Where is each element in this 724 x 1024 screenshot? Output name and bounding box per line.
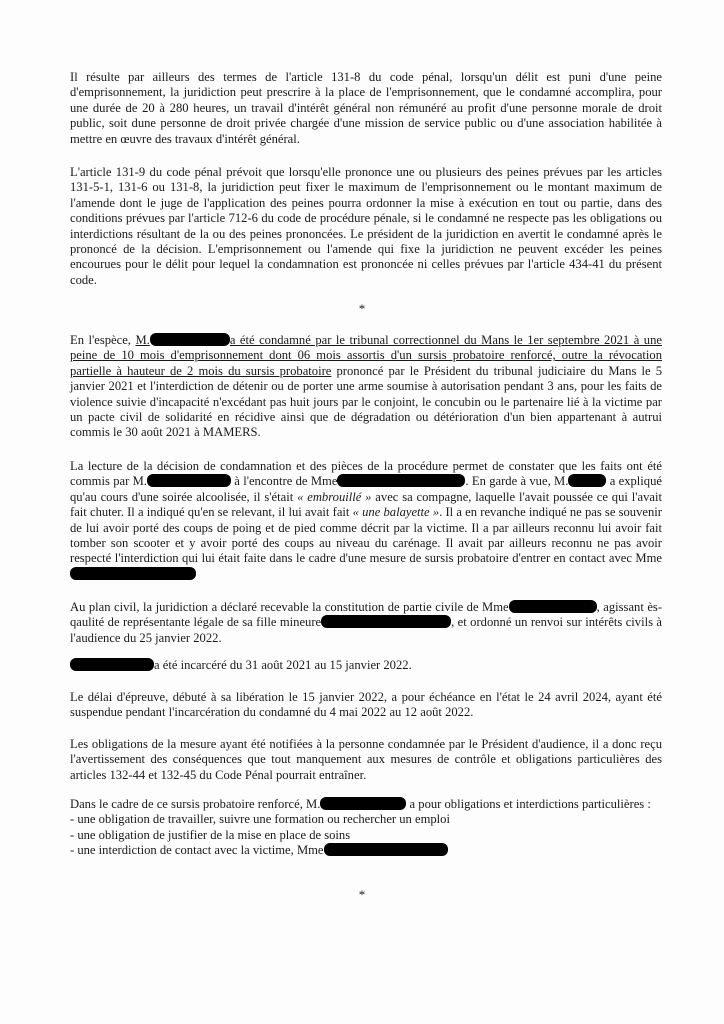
case-rest: prononcé par le Président du tribunal judiciaire du Mans le 5 janvier 2021 et l'interdiction de détenir ou de porter une arme soumise à autorisation pendant 3 ans, pour les faits de violence suivie d'incapacité n'excédant pas huit jours par le conjoint, le concubin ou le partenaire lié à la victime par un pacte civil de solidarité en récidive ainsi que de dégradation ou détérioration d'un bien appartenant à autrui commis le 30 août 2021 à MAMERS. <box>70 363 662 440</box>
redaction-block <box>70 567 196 580</box>
paragraph-case-facts <box>70 333 662 441</box>
case-conviction-underlined: a été condamné par le tribunal correctionnel du Mans le 1er septembre 2021 à une peine de 10 mois d'emprisonnement dont 06 mois assortis d'un sursis probatoire renforcé, outre la révocation partielle à hauteur de 2 mois du sursis probatoire <box>70 333 662 378</box>
redaction-block <box>324 843 448 856</box>
civil-text-a: Au plan civil, la juridiction a déclaré recevable la constitution de partie civile de Mme <box>70 600 509 614</box>
paragraph-incarceration <box>70 658 662 673</box>
redaction-block <box>147 474 231 487</box>
separator-asterisk: * <box>358 301 366 316</box>
incarceration-text: a été incarcéré du 31 août 2021 au 15 janvier 2022. <box>154 658 412 672</box>
redaction-block <box>337 474 465 487</box>
paragraph-decision-reading <box>70 459 662 582</box>
paragraph-probation-period: Le délai d'épreuve, débuté à sa libération le 15 janvier 2022, a pour échéance en l'état le 24 avril 2024, ayant été suspendue pendant l'incarcération du condamné du 4 mai 2022 au 12 août 2022. <box>70 690 662 720</box>
decision-text-a: La lecture de la décision de condamnation et des pièces de la procédure permet de constater que les faits ont été commis par M. <box>70 459 662 489</box>
paragraph-civil-plan <box>70 600 662 646</box>
paragraph-obligations-list <box>70 797 662 859</box>
redaction-block <box>509 600 597 613</box>
redaction-block <box>321 615 451 628</box>
paragraph-article-131-9: L'article 131-9 du code pénal prévoit que lorsqu'elle prononce une ou plusieurs des peines prévues par les articles 131-5-1, 131-6 ou 131-8, la juridiction peut fixer le maximum de l'emprisonnement ou le montant maximum de l'amende dont le juge de l'application des peines pourra ordonner la mise à exécution en tout ou partie, dans des conditions prévues par l'article 712-6 du code de procédure pénale, si le condamné ne respecte pas les obligations ou interdictions résultant de la ou des peines prononcées. Le président de la juridiction en avertit le condamné après le prononcé de la décision. L'emprisonnement ou l'amende qui fixe la juridiction ne peuvent excéder les peines encourues pour le délit pour lequel la condamnation est prononcée ni celles prévues par l'article 434-41 du présent code. <box>70 165 662 287</box>
decision-text-d: a expliqué qu'au cours d'une soirée alcoolisée, il s'était <box>70 474 662 504</box>
decision-text-h: . Il a en revanche indiqué ne pas se souvenir de lui avoir porté des coups de poing et de pied comme décrit par la victime. Il a par ailleurs reconnu lui avoir fait tomber son scooter et y avoir porté des coups au niveau du carénage. Il avait par ailleurs reconnu ne pas avoir respecté l'interdiction qui lui était faite dans le cadre d'une mesure de sursis probatoire d'entrer en contact avec Mme <box>70 505 662 566</box>
quote-embrouille: « embrouillé » <box>297 489 372 504</box>
quote-balayette: « une balayette » <box>352 505 440 520</box>
civil-text-b: , agissant ès-qaulité de représentante légale de sa fille mineure <box>70 600 663 630</box>
redaction-block <box>320 797 406 810</box>
redaction-block <box>150 333 230 346</box>
paragraph-obligations-notified: Les obligations de la mesure ayant été notifiées à la personne condamnée par le Président d'audience, il a donc reçu l'avertissement des conséquences que tout manquement aux mesures de contrôle et obligations particulières des articles 132-44 et 132-45 du Code Pénal pourrait entraîner. <box>70 737 662 782</box>
case-lead: En l'espèce, <box>70 333 136 347</box>
list-item: - une interdiction de contact avec la victime, Mme <box>70 843 662 858</box>
obligations-intro-a: Dans le cadre de ce sursis probatoire renforcé, M. <box>70 797 321 811</box>
list-item: - une obligation de justifier de la mise en place de soins <box>70 827 351 842</box>
decision-text-b: à l'encontre de Mme <box>234 474 338 489</box>
redaction-block <box>568 474 606 487</box>
redaction-block <box>70 658 154 671</box>
separator-asterisk: * <box>358 887 366 902</box>
list-item: - une obligation de travailler, suivre une formation ou rechercher un emploi <box>70 812 450 827</box>
case-m: M. <box>135 333 150 347</box>
decision-text-c: . En garde à vue, M. <box>465 474 569 489</box>
paragraph-article-131-8: Il résulte par ailleurs des termes de l'article 131-8 du code pénal, lorsqu'un délit est puni d'une peine d'emprisonnement, la juridiction peut prescrire à la place de l'emprisonnement, que le condamné accomplira, pour une durée de 20 à 280 heures, un travail d'intérêt général non rémunéré au profit d'une personne morale de droit public, soit dune personne de droit privée chargée d'une mission de service public ou d'une association habilitée à mettre en œuvre des travaux d'intérêt général. <box>70 70 662 146</box>
obligations-intro-b: a pour obligations et interdictions particulières : <box>409 797 651 811</box>
civil-text-c: , et ordonné un renvoi sur intérêts civils à l'audience du 25 janvier 2022. <box>70 615 662 645</box>
decision-text-f: avec sa compagne, laquelle l'avait poussée ce qui l'avait fait chuter. Il a indiqué qu'en se relevant, il lui avait fait <box>70 489 662 520</box>
